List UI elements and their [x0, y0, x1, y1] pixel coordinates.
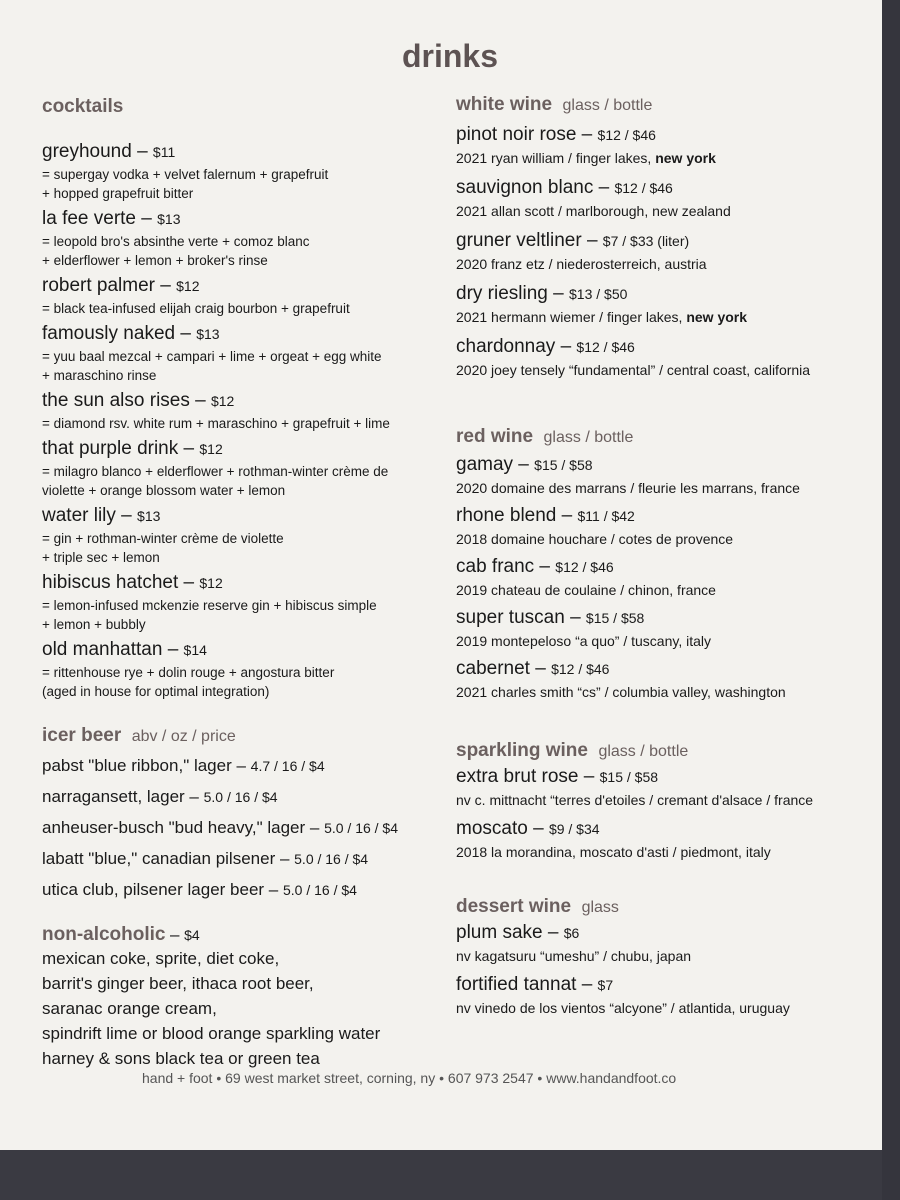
cocktail-name: old manhattan: [42, 639, 163, 660]
white-wine-price: $12 / $46: [576, 339, 635, 355]
cocktail-name: hibiscus hatchet: [42, 572, 179, 593]
cocktail-description: = supergay vodka + velvet falernum + grapefruit: [42, 167, 329, 182]
cocktail-name: that purple drink: [42, 438, 179, 459]
red-wine-section: [456, 426, 876, 702]
red-wine-name-line: [456, 554, 876, 581]
white-wine-description-text: 2021 allan scott / marlborough, new zealand: [456, 203, 731, 219]
dessert-wine-subheading: glass: [581, 899, 619, 916]
dash-separator: –: [581, 230, 603, 251]
cocktail-description: = leopold bro's absinthe verte + comoz blanc: [42, 234, 310, 249]
beer-price: 5.0 / 16 / $4: [282, 882, 357, 898]
white-wine-name-line: [456, 175, 876, 202]
white-wine-description: [456, 255, 876, 274]
dash-separator: –: [136, 208, 158, 229]
cocktail-item: [42, 389, 442, 433]
red-wine-description-text: 2018 domaine houchare / cotes de provence: [456, 531, 734, 547]
beer-item: [42, 751, 442, 782]
dash-separator: –: [275, 849, 295, 868]
cocktail-name-line: [42, 140, 442, 165]
sparkling-wine-price: $15 / $58: [599, 769, 659, 785]
non-alcoholic-line: harney & sons black tea or green tea: [42, 1049, 320, 1068]
sparkling-wine-list: [456, 764, 876, 862]
sparkling-wine-section: [456, 740, 876, 862]
cocktail-item: [42, 140, 442, 203]
red-wine-name-line: [456, 503, 876, 530]
sparkling-wine-subheading: glass / bottle: [598, 743, 689, 760]
non-alcoholic-heading: non-alcoholic: [42, 924, 166, 945]
red-wine-heading: red wine: [456, 426, 534, 447]
dash-separator: –: [305, 818, 325, 837]
dash-separator: –: [175, 323, 197, 344]
dash-separator: –: [547, 283, 569, 304]
dessert-wine-name-line: [456, 920, 876, 947]
white-wine-price: $13 / $50: [569, 286, 628, 302]
beer-price: 5.0 / 16 / $4: [324, 820, 399, 836]
red-wine-description: [456, 479, 876, 498]
red-wine-item: [456, 452, 876, 498]
white-wine-name-line: [456, 281, 876, 308]
white-wine-name: chardonnay: [456, 336, 556, 357]
dash-separator: –: [576, 974, 598, 995]
cocktail-description: + triple sec + lemon: [42, 550, 160, 565]
red-wine-description-text: 2021 charles smith “cs” / columbia valley, washington: [456, 684, 786, 700]
beer-subheading: abv / oz / price: [131, 728, 236, 745]
white-wine-name: dry riesling: [456, 283, 548, 304]
dash-separator: –: [555, 336, 577, 357]
cocktail-price: $12: [199, 441, 223, 457]
table-edge: [882, 0, 900, 1200]
cocktail-price: $14: [183, 642, 207, 658]
cocktail-name-line: [42, 437, 442, 462]
dessert-wine-price: $7: [597, 977, 614, 993]
white-wine-description-bold: new york: [655, 150, 716, 166]
white-wine-description-text: 2020 franz etz / niederosterreich, austria: [456, 256, 707, 272]
dash-separator: –: [131, 141, 153, 162]
dash-separator: –: [529, 658, 552, 679]
beer-item: [42, 813, 442, 844]
beer-list: [42, 751, 442, 906]
red-wine-subheading: glass / bottle: [543, 429, 634, 446]
dash-separator: –: [513, 454, 535, 475]
cocktail-name: water lily: [42, 505, 116, 526]
beer-price: 4.7 / 16 / $4: [250, 758, 325, 774]
red-wine-name: cab franc: [456, 556, 535, 577]
white-wine-item: [456, 122, 876, 168]
cocktail-price: $13: [196, 326, 220, 342]
red-wine-price: $15 / $58: [585, 610, 645, 626]
cocktail-price: $12: [176, 278, 200, 294]
cocktail-description: + hopped grapefruit bitter: [42, 186, 194, 201]
red-wine-description-text: 2019 chateau de coulaine / chinon, france: [456, 582, 716, 598]
red-wine-price: $12 / $46: [551, 661, 610, 677]
white-wine-name-line: [456, 228, 876, 255]
red-wine-price: $12 / $46: [555, 559, 614, 575]
white-wine-description-text: 2021 hermann wiemer / finger lakes,: [456, 309, 687, 325]
cocktail-description: + elderflower + lemon + broker's rinse: [42, 253, 268, 268]
cocktail-description: + lemon + bubbly: [42, 617, 146, 632]
white-wine-description-bold: new york: [686, 309, 748, 325]
white-wine-name: gruner veltliner: [456, 230, 582, 251]
right-column: [456, 94, 876, 1018]
red-wine-item: [456, 554, 876, 600]
red-wine-description-text: 2019 montepeloso “a quo” / tuscany, italy: [456, 633, 712, 649]
white-wine-name: pinot noir rose: [456, 124, 577, 145]
white-wine-section: [456, 94, 876, 380]
cocktails-heading: cocktails: [42, 96, 124, 117]
cocktail-description: = lemon-infused mckenzie reserve gin + hibiscus simple: [42, 598, 377, 613]
white-wine-heading: white wine: [456, 94, 553, 115]
cocktail-description: + maraschino rinse: [42, 368, 157, 383]
dessert-wine-name-line: [456, 972, 876, 999]
dessert-wine-item: [456, 972, 876, 1018]
cocktail-name: famously naked: [42, 323, 176, 344]
table-surface: [0, 1150, 882, 1200]
dessert-wine-name: fortified tannat: [456, 974, 577, 995]
sparkling-wine-item: [456, 764, 876, 810]
cocktail-item: [42, 322, 442, 385]
cocktail-description: = diamond rsv. white rum + maraschino + grapefruit + lime: [42, 416, 390, 431]
cocktail-price: $11: [152, 144, 176, 160]
red-wine-description: [456, 632, 876, 651]
beer-name: anheuser-busch "bud heavy," lager: [42, 818, 306, 837]
red-wine-price: $11 / $42: [577, 508, 635, 524]
dessert-wine-name: plum sake: [456, 922, 543, 943]
white-wine-description: [456, 149, 876, 168]
cocktail-name: la fee verte: [42, 208, 136, 229]
cocktail-description: (aged in house for optimal integration): [42, 684, 270, 699]
red-wine-description: [456, 530, 876, 549]
cocktail-description: = gin + rothman-winter crème de violette: [42, 531, 284, 546]
dash-separator: –: [264, 880, 283, 899]
white-wine-name: sauvignon blanc: [456, 177, 594, 198]
dash-separator: –: [527, 818, 549, 839]
white-wine-item: [456, 334, 876, 380]
cocktail-item: [42, 638, 442, 701]
dash-separator: –: [542, 922, 564, 943]
white-wine-item: [456, 228, 876, 274]
cocktail-description: = black tea-infused elijah craig bourbon + grapefruit: [42, 301, 350, 316]
beer-heading: icer beer: [42, 725, 122, 746]
white-wine-description-text: 2021 ryan william / finger lakes,: [456, 150, 656, 166]
red-wine-list: [456, 452, 876, 702]
cocktail-description: = yuu baal mezcal + campari + lime + orgeat + egg white: [42, 349, 382, 364]
cocktail-name-line: [42, 638, 442, 663]
dessert-wine-list: [456, 920, 876, 1018]
dessert-wine-description: [456, 999, 876, 1018]
dash-separator: –: [184, 787, 204, 806]
white-wine-name-line: [456, 334, 876, 361]
cocktail-description: = rittenhouse rye + dolin rouge + angostura bitter: [42, 665, 335, 680]
white-wine-subheading: glass / bottle: [562, 97, 653, 114]
dash-separator: –: [178, 438, 200, 459]
cocktail-name-line: [42, 389, 442, 414]
white-wine-description: [456, 202, 876, 221]
dessert-wine-price: $6: [563, 925, 580, 941]
cocktail-item: [42, 207, 442, 270]
beer-section: [42, 725, 442, 906]
dessert-wine-heading: dessert wine: [456, 896, 572, 917]
red-wine-item: [456, 605, 876, 651]
white-wine-description: [456, 361, 876, 380]
non-alcoholic-list: [42, 946, 442, 1071]
red-wine-name-line: [456, 605, 876, 632]
beer-name: labatt "blue," canadian pilsener: [42, 849, 276, 868]
cocktail-name: the sun also rises: [42, 390, 190, 411]
dessert-wine-description-text: nv vinedo de los vientos “alcyone” / atlantida, uruguay: [456, 1000, 790, 1016]
red-wine-name: rhone blend: [456, 505, 557, 526]
non-alcoholic-line: saranac orange cream,: [42, 999, 217, 1018]
cocktail-price: $12: [210, 393, 235, 409]
beer-item: [42, 782, 442, 813]
sparkling-wine-price: $9 / $34: [548, 821, 600, 837]
cocktail-item: [42, 274, 442, 318]
cocktail-name-line: [42, 207, 442, 232]
dash-separator: –: [578, 766, 600, 787]
red-wine-name: super tuscan: [456, 607, 565, 628]
sparkling-wine-name: extra brut rose: [456, 766, 579, 787]
non-alcoholic-line: mexican coke, sprite, diet coke,: [42, 949, 280, 968]
beer-item: [42, 844, 442, 875]
white-wine-price: $7 / $33 (liter): [602, 233, 690, 249]
white-wine-description: [456, 308, 876, 327]
dash-separator: –: [534, 556, 556, 577]
cocktail-list: [42, 140, 442, 701]
sparkling-wine-name-line: [456, 816, 876, 843]
white-wine-list: [456, 122, 876, 380]
footer-address: hand + foot • 69 west market street, corning, ny • 607 973 2547 • www.handandfoot.co: [142, 1070, 677, 1086]
non-alcoholic-line: spindrift lime or blood orange sparkling water: [42, 1024, 381, 1043]
dessert-wine-item: [456, 920, 876, 966]
dash-separator: –: [162, 639, 184, 660]
beer-name: pabst "blue ribbon," lager: [42, 756, 232, 775]
beer-price: 5.0 / 16 / $4: [294, 851, 369, 867]
sparkling-wine-name-line: [456, 764, 876, 791]
cocktail-name-line: [42, 571, 442, 596]
cocktail-name: greyhound: [42, 141, 132, 162]
beer-price: 5.0 / 16 / $4: [203, 789, 278, 805]
white-wine-price: $12 / $46: [597, 127, 656, 143]
cocktail-price: $12: [199, 575, 223, 591]
cocktail-price: $13: [157, 211, 181, 227]
dash-separator: –: [556, 505, 578, 526]
red-wine-description: [456, 683, 876, 702]
white-wine-item: [456, 281, 876, 327]
non-alcoholic-price: $4: [184, 927, 200, 943]
dash-separator: –: [576, 124, 598, 145]
dessert-wine-section: [456, 896, 876, 1018]
red-wine-item: [456, 656, 876, 702]
dessert-wine-description: [456, 947, 876, 966]
cocktail-item: [42, 571, 442, 634]
white-wine-item: [456, 175, 876, 221]
white-wine-name-line: [456, 122, 876, 149]
white-wine-description-text: 2020 joey tensely “fundamental” / central coast, california: [456, 362, 811, 378]
cocktail-item: [42, 437, 442, 500]
sparkling-wine-description: [456, 843, 876, 862]
left-column: [42, 96, 442, 1071]
red-wine-item: [456, 503, 876, 549]
sparkling-wine-description-text: 2018 la morandina, moscato d'asti / piedmont, italy: [456, 844, 771, 860]
cocktail-description: violette + orange blossom water + lemon: [42, 483, 286, 498]
cocktail-name-line: [42, 322, 442, 347]
non-alcoholic-line: barrit's ginger beer, ithaca root beer,: [42, 974, 314, 993]
cocktail-name-line: [42, 504, 442, 529]
dash-separator: –: [155, 275, 177, 296]
sparkling-wine-description: [456, 791, 876, 810]
dash-separator: –: [178, 572, 200, 593]
cocktail-name-line: [42, 274, 442, 299]
dash-separator: –: [231, 756, 251, 775]
red-wine-price: $15 / $58: [534, 457, 593, 473]
beer-name: narragansett, lager: [42, 787, 185, 806]
red-wine-name: cabernet: [456, 658, 530, 679]
dash-separator: –: [564, 607, 586, 628]
sparkling-wine-description-text: nv c. mittnacht “terres d'etoiles / cremant d'alsace / france: [456, 792, 814, 808]
page-title: drinks: [401, 38, 499, 74]
dessert-wine-description-text: nv kagatsuru “umeshu” / chubu, japan: [456, 948, 692, 964]
beer-name: utica club, pilsener lager beer: [42, 880, 265, 899]
sparkling-wine-item: [456, 816, 876, 862]
red-wine-description-text: 2020 domaine des marrans / fleurie les marrans, france: [456, 480, 800, 496]
red-wine-name: gamay: [456, 454, 514, 475]
cocktail-description: = milagro blanco + elderflower + rothman-winter crème de: [42, 464, 389, 479]
cocktail-name: robert palmer: [42, 275, 155, 296]
dash-separator: –: [115, 505, 138, 526]
white-wine-price: $12 / $46: [614, 180, 673, 196]
beer-item: [42, 875, 442, 906]
sparkling-wine-name: moscato: [456, 818, 528, 839]
cocktail-price: $13: [137, 508, 161, 524]
cocktail-item: [42, 504, 442, 567]
non-alcoholic-section: non-alcoholic – $4 mexican coke, sprite, diet coke, barrit's ginger beer, ithaca root beer, saranac orange cream, spindrift lime or blood orange sparkling water harney & sons black tea or green tea: [42, 924, 442, 1071]
dash-separator: –: [593, 177, 615, 198]
red-wine-name-line: [456, 656, 876, 683]
dash-separator: –: [189, 390, 211, 411]
red-wine-name-line: [456, 452, 876, 479]
red-wine-description: [456, 581, 876, 600]
sparkling-wine-heading: sparkling wine: [456, 740, 588, 761]
